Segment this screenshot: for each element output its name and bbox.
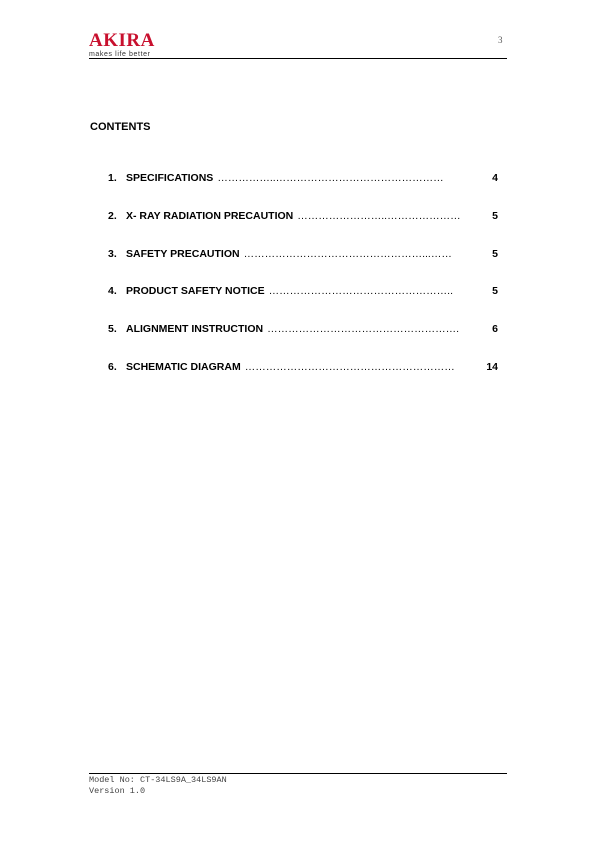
toc-entry-title: SCHEMATIC DIAGRAM — [126, 360, 241, 373]
toc-entry-page: 5 — [492, 285, 498, 298]
toc-entry-number: 3. — [108, 247, 117, 260]
toc-leader-dots: …………………………………………….. — [268, 285, 453, 298]
toc-leader-dots: ……………..………………………………………… — [217, 172, 444, 184]
toc-entry-number: 6. — [108, 360, 117, 373]
toc-entry-number: 2. — [108, 209, 117, 222]
toc-entry-number: 4. — [108, 285, 117, 298]
toc-entry — [108, 210, 498, 248]
toc-entry-title: X- RAY RADIATION PRECAUTION — [126, 209, 294, 222]
toc-entry — [108, 172, 498, 210]
footer-model-number: Model No: CT-34LS9A_34LS9AN — [89, 775, 227, 785]
toc-entry-title: SPECIFICATIONS — [126, 172, 214, 184]
toc-entry-number: 1. — [108, 172, 117, 184]
footer-divider — [89, 773, 507, 774]
table-of-contents — [108, 172, 498, 399]
toc-entry-page: 4 — [492, 172, 498, 184]
logo-wordmark: AKIRA — [89, 30, 155, 51]
footer-version: Version 1.0 — [89, 785, 146, 796]
toc-entry-title: SAFETY PRECAUTION — [126, 247, 240, 260]
toc-entry-title: PRODUCT SAFETY NOTICE — [126, 285, 265, 298]
toc-entry — [108, 285, 498, 323]
toc-entry — [108, 323, 498, 361]
logo-tagline: makes life better — [89, 51, 151, 58]
toc-entry-page: 14 — [486, 360, 498, 373]
toc-entry-page: 5 — [492, 247, 498, 260]
footer — [89, 775, 227, 796]
toc-entry — [108, 248, 498, 286]
toc-leader-dots: ………………………………………………. — [267, 323, 459, 336]
toc-entry-number: 5. — [108, 323, 117, 336]
toc-entry-page: 6 — [492, 323, 498, 336]
toc-leader-dots: ……………………………………………...…… — [243, 247, 452, 260]
contents-heading: CONTENTS — [90, 121, 151, 133]
akira-logo — [89, 32, 164, 59]
toc-leader-dots: ……………………..………………… — [297, 209, 461, 222]
header-divider — [89, 58, 507, 59]
toc-entry-page: 5 — [492, 209, 498, 222]
page-number: 3 — [498, 35, 503, 45]
toc-entry-title: ALIGNMENT INSTRUCTION — [126, 323, 264, 336]
toc-entry — [108, 361, 498, 399]
toc-leader-dots: …………………………………………………… — [244, 360, 455, 373]
